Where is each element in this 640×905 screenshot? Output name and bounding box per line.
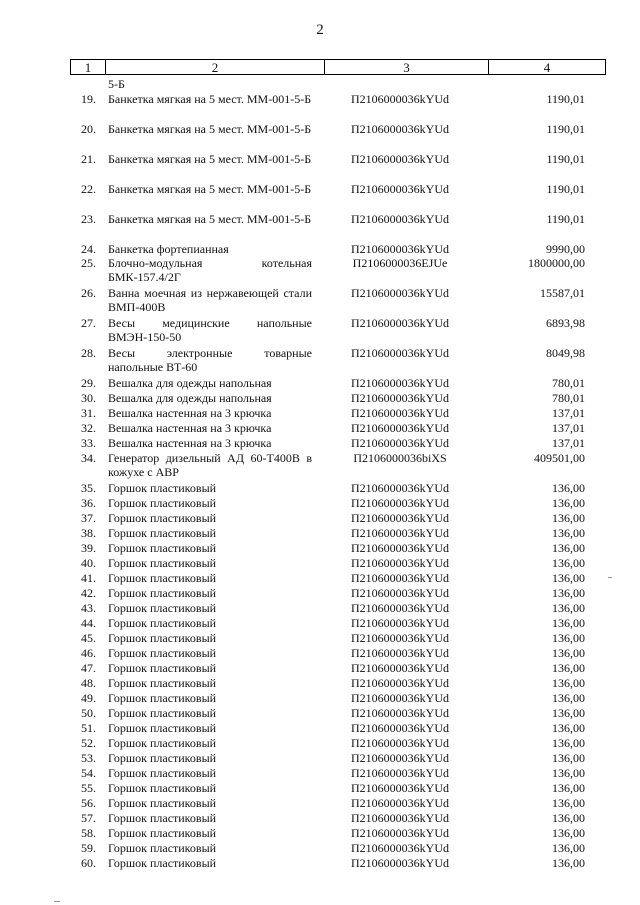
item-price: 136,00 [552,481,585,495]
row-number: 20. [81,122,96,136]
item-name: Горшок пластиковый [108,691,217,705]
item-name: Вешалка настенная на 3 крючка [108,421,272,435]
item-price: 780,01 [552,376,585,390]
item-price: 136,00 [552,766,585,780]
item-name: Ванна моечная из нержавеющей стали ВМП-400В [108,286,312,314]
item-price: 136,00 [552,721,585,735]
item-price: 136,00 [552,856,585,870]
inventory-code: П2106000036kYUd [351,691,449,705]
inventory-code: П2106000036kYUd [351,152,449,166]
item-price: 136,00 [552,796,585,810]
row-number: 30. [81,391,96,405]
item-price: 136,00 [552,751,585,765]
item-name: Горшок пластиковый [108,601,217,615]
row-number: 40. [81,556,96,570]
row-number: 52. [81,736,96,750]
item-name: Вешалка для одежды напольная [108,376,272,390]
inventory-code: П2106000036kYUd [351,376,449,390]
row-number: 22. [81,182,96,196]
item-price: 136,00 [552,526,585,540]
item-name: Горшок пластиковый [108,676,217,690]
item-name: Горшок пластиковый [108,841,217,855]
row-number: 42. [81,586,96,600]
item-price: 1190,01 [546,182,585,196]
item-price: 137,01 [552,436,585,450]
item-name: Генератор дизельный АД 60-Т400В в кожухе с АВР [108,451,312,479]
inventory-code: П2106000036kYUd [351,212,449,226]
row-number: 55. [81,781,96,795]
item-name: Банкетка мягкая на 5 мест. ММ-001-5-Б [108,122,312,136]
item-price: 136,00 [552,646,585,660]
item-price: 136,00 [552,781,585,795]
row-number: 51. [81,721,96,735]
inventory-code: П2106000036kYUd [351,661,449,675]
row-number: 58. [81,826,96,840]
row-number: 57. [81,811,96,825]
item-price: 9990,00 [546,242,585,256]
row-number: 24. [81,242,96,256]
row-number: 60. [81,856,96,870]
row-number: 39. [81,541,96,555]
item-name: Горшок пластиковый [108,826,217,840]
inventory-code: П2106000036kYUd [351,631,449,645]
item-price: 136,00 [552,496,585,510]
row-number: 53. [81,751,96,765]
row-number: 37. [81,511,96,525]
item-name: Горшок пластиковый [108,511,217,525]
item-price: 136,00 [552,511,585,525]
inventory-code: П2106000036kYUd [351,346,449,360]
inventory-code: П2106000036kYUd [351,571,449,585]
item-name: Горшок пластиковый [108,496,217,510]
inventory-code: П2106000036kYUd [351,676,449,690]
row-number: 27. [81,316,96,330]
row-number: 36. [81,496,96,510]
item-name: Банкетка мягкая на 5 мест. ММ-001-5-Б [108,152,312,166]
row-number: 43. [81,601,96,615]
item-price: 136,00 [552,541,585,555]
item-name: Горшок пластиковый [108,481,217,495]
inventory-code: П2106000036kYUd [351,436,449,450]
item-price: 6893,98 [546,316,585,330]
row-number: 59. [81,841,96,855]
item-price: 780,01 [552,391,585,405]
item-name: Горшок пластиковый [108,736,217,750]
item-name: Горшок пластиковый [108,751,217,765]
row-number: 56. [81,796,96,810]
row-number: 23. [81,212,96,226]
row-number: 31. [81,406,96,420]
row-number: 46. [81,646,96,660]
item-price: 136,00 [552,676,585,690]
inventory-code: П2106000036kYUd [351,811,449,825]
item-name: Горшок пластиковый [108,631,217,645]
item-name: Горшок пластиковый [108,706,217,720]
inventory-code: П2106000036kYUd [351,841,449,855]
row-number: 35. [81,481,96,495]
item-name: Горшок пластиковый [108,856,217,870]
item-name: Горшок пластиковый [108,661,217,675]
item-price: 136,00 [552,706,585,720]
item-name: Горшок пластиковый [108,811,217,825]
item-name: Горшок пластиковый [108,646,217,660]
row-number: 47. [81,661,96,675]
item-name: Горшок пластиковый [108,571,217,585]
header-col-1: 1 [71,60,106,74]
row-number: 50. [81,706,96,720]
inventory-code: П2106000036kYUd [351,92,449,106]
inventory-code: П2106000036kYUd [351,286,449,300]
inventory-code: П2106000036kYUd [351,316,449,330]
inventory-code: П2106000036kYUd [351,481,449,495]
continuation-text: 5-Б [108,77,125,91]
inventory-code: П2106000036kYUd [351,496,449,510]
item-price: 1190,01 [546,122,585,136]
item-name: Вешалка настенная на 3 крючка [108,406,272,420]
row-number: 49. [81,691,96,705]
item-price: 136,00 [552,826,585,840]
inventory-code: П2106000036kYUd [351,766,449,780]
row-number: 21. [81,152,96,166]
row-number: 54. [81,766,96,780]
inventory-code: П2106000036kYUd [351,796,449,810]
inventory-code: П2106000036kYUd [351,421,449,435]
inventory-code: П2106000036EJUe [352,256,448,270]
inventory-code: П2106000036kYUd [351,586,449,600]
item-price: 136,00 [552,571,585,585]
item-price: 409501,00 [534,451,585,465]
item-price: 136,00 [552,841,585,855]
item-price: 8049,98 [546,346,585,360]
row-number: 34. [81,451,96,465]
row-number: 28. [81,346,96,360]
item-name: Горшок пластиковый [108,541,217,555]
header-col-2: 2 [106,60,325,74]
inventory-code: П2106000036kYUd [351,242,449,256]
item-price: 1190,01 [546,152,585,166]
item-name: Банкетка мягкая на 5 мест. ММ-001-5-Б [108,92,312,106]
inventory-code: П2106000036kYUd [351,391,449,405]
inventory-code: П2106000036kYUd [351,122,449,136]
row-number: 29. [81,376,96,390]
row-number: 25. [81,256,96,270]
margin-mark [54,901,60,902]
row-number: 26. [81,286,96,300]
row-number: 32. [81,421,96,435]
inventory-code: П2106000036kYUd [351,601,449,615]
inventory-code: П2106000036kYUd [351,646,449,660]
inventory-code: П2106000036kYUd [351,511,449,525]
table-header [70,59,606,75]
inventory-code: П2106000036kYUd [351,706,449,720]
item-price: 15587,01 [540,286,585,300]
item-name: Весы медицинские напольные ВМЭН-150-50 [108,316,312,344]
item-price: 137,01 [552,406,585,420]
row-number: 45. [81,631,96,645]
row-number: 33. [81,436,96,450]
item-name: Горшок пластиковый [108,556,217,570]
item-name: Вешалка для одежды напольная [108,391,272,405]
inventory-code: П2106000036kYUd [351,856,449,870]
item-price: 136,00 [552,661,585,675]
item-name: Банкетка мягкая на 5 мест. ММ-001-5-Б [108,182,312,196]
row-number: 48. [81,676,96,690]
inventory-code: П2106000036kYUd [351,406,449,420]
item-name: Вешалка настенная на 3 крючка [108,436,272,450]
item-price: 136,00 [552,556,585,570]
header-col-3: 3 [325,60,489,74]
inventory-code: П2106000036kYUd [351,541,449,555]
item-name: Горшок пластиковый [108,586,217,600]
item-name: Весы электронные товарные напольные ВТ-60 [108,346,312,374]
row-number: 19. [81,92,96,106]
item-price: 1800000,00 [528,256,585,270]
inventory-code: П2106000036kYUd [351,781,449,795]
inventory-code: П2106000036biXS [353,451,447,465]
inventory-code: П2106000036kYUd [351,556,449,570]
row-number: 41. [81,571,96,585]
margin-mark [608,577,612,578]
item-name: Горшок пластиковый [108,721,217,735]
inventory-code: П2106000036kYUd [351,721,449,735]
item-name: Горшок пластиковый [108,766,217,780]
item-price: 136,00 [552,736,585,750]
item-name: Банкетка фортепианная [108,242,229,256]
inventory-code: П2106000036kYUd [351,616,449,630]
inventory-code: П2106000036kYUd [351,736,449,750]
inventory-code: П2106000036kYUd [351,826,449,840]
inventory-code: П2106000036kYUd [351,182,449,196]
item-name: Блочно-модульная котельная БМК-157.4/2Г [108,256,312,284]
row-number: 44. [81,616,96,630]
item-price: 136,00 [552,616,585,630]
item-name: Горшок пластиковый [108,796,217,810]
item-name: Горшок пластиковый [108,526,217,540]
row-number: 38. [81,526,96,540]
item-price: 136,00 [552,631,585,645]
item-price: 136,00 [552,601,585,615]
item-price: 1190,01 [546,212,585,226]
item-name: Банкетка мягкая на 5 мест. ММ-001-5-Б [108,212,312,226]
item-price: 136,00 [552,811,585,825]
item-price: 137,01 [552,421,585,435]
item-price: 136,00 [552,691,585,705]
page-number: 2 [316,22,324,38]
item-price: 136,00 [552,586,585,600]
header-col-4: 4 [543,60,551,75]
item-price: 1190,01 [546,92,585,106]
inventory-code: П2106000036kYUd [351,526,449,540]
item-name: Горшок пластиковый [108,616,217,630]
item-name: Горшок пластиковый [108,781,217,795]
inventory-code: П2106000036kYUd [351,751,449,765]
